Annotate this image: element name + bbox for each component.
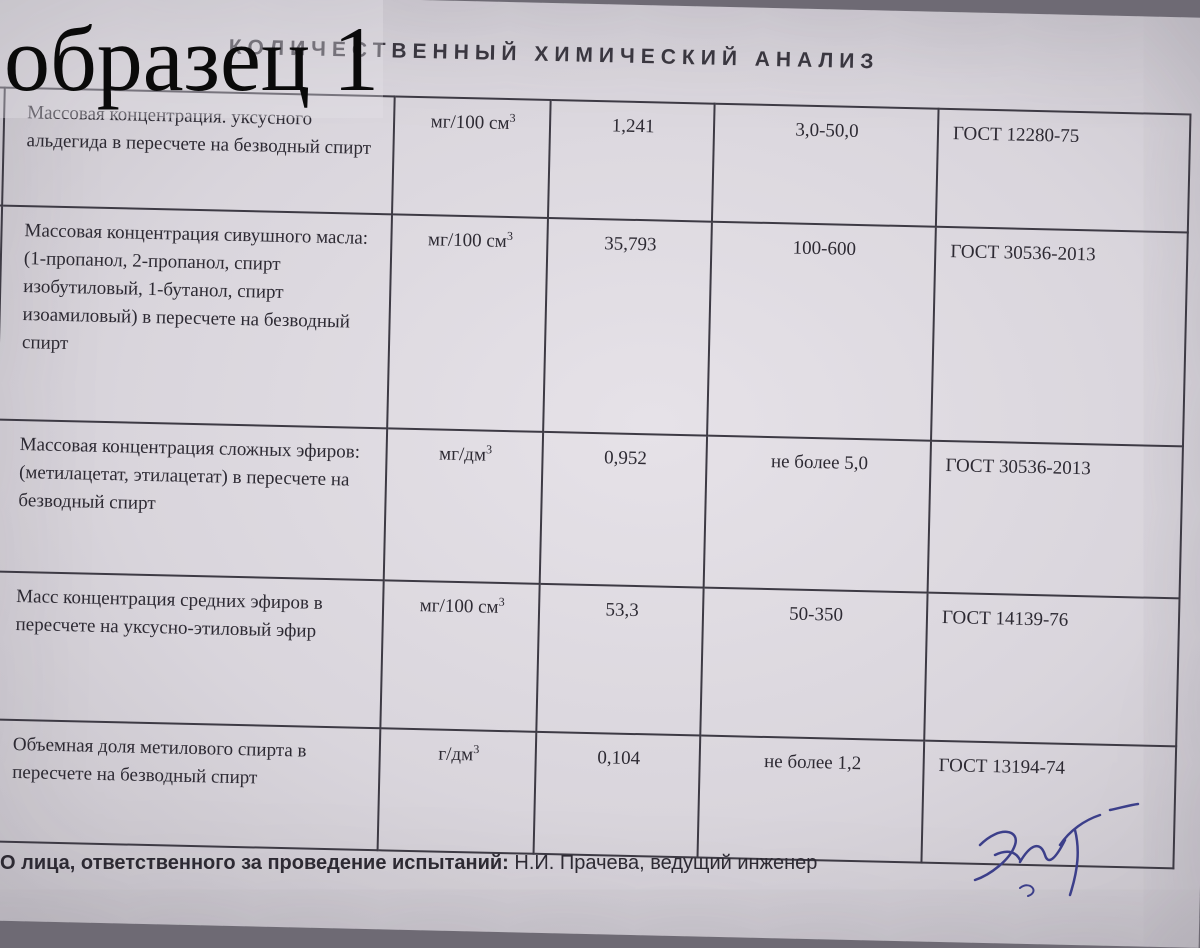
responsible-person-line [0,852,817,875]
norm-value: 50-350 [700,588,927,741]
handwritten-signature [960,800,1150,900]
result-value: 0,952 [540,432,707,588]
result-value: 0,104 [534,732,701,858]
parameter-name: Объемная доля метилового спирта в пересчете на безводный спирт [0,719,380,850]
unit-cell: $мг/дм^3$ [384,428,543,584]
unit-cell: мг/100 $см^3$ [380,580,539,732]
responsible-label: О лица, ответственного за проведение испытаний: [0,852,509,874]
standard-reference: ГОСТ 12280-75 [936,109,1191,233]
standard-reference: ГОСТ 30536-2013 [931,227,1188,447]
parameter-name: Массовая концентрация. уксусного альдегида в пересчете на безводный спирт [2,88,395,215]
document-heading: КОЛИЧЕСТВЕННЫЙ ХИМИЧЕСКИЙ АНАЛИЗ [228,35,880,74]
table-row [0,571,1180,746]
norm-value: 3,0-50,0 [712,104,939,227]
parameter-name: Массовая концентрация сложных эфиров: (метилацетат, этилацетат) в пересчете на безводный спирт [0,420,387,581]
unit-cell: мг/100 $см^3$ [387,214,548,431]
table-row [0,419,1183,598]
result-value: 53,3 [536,584,703,736]
parameter-name: Массовая концентрация сивушного масла: (1-пропанол, 2-пропанол, спирт изобутиловый, 1-бутанол, спирт изоамиловый) в пересчете на безводный спирт [0,206,392,429]
norm-value: 100-600 [707,222,936,441]
standard-reference: ГОСТ 14139-76 [924,593,1179,747]
unit-cell: мг/100 $см^3$ [392,96,551,218]
table-row [0,205,1188,446]
responsible-person: Н.И. Прачева, ведущий инженер [514,852,818,874]
unit-cell: $г/дм^3$ [378,728,537,854]
parameter-name: Масс концентрация средних эфиров в пересчете на уксусно-этиловый эфир [0,571,384,728]
norm-value: не более 5,0 [704,436,931,593]
analysis-table [0,86,1192,869]
standard-reference: ГОСТ 13194-74 [921,741,1176,869]
sample-label: образец 1 [0,0,383,118]
norm-value: не более 1,2 [698,736,925,863]
standard-reference: ГОСТ 30536-2013 [928,441,1183,599]
result-value: 1,241 [548,100,715,222]
result-value: 35,793 [543,218,712,436]
